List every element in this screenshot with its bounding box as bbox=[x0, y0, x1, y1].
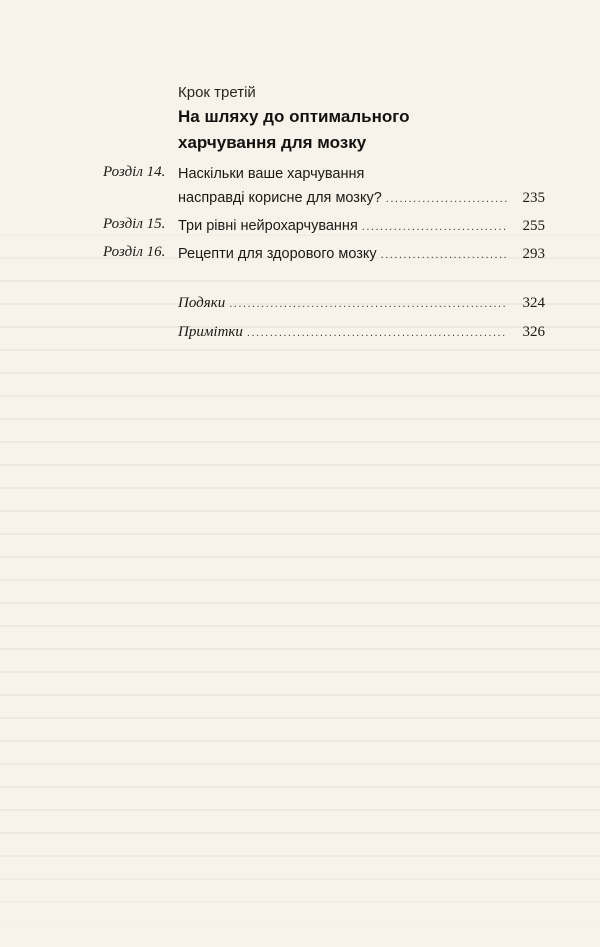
chapter-title: Рецепти для здорового мозку bbox=[178, 246, 377, 262]
dot-leader bbox=[381, 243, 507, 267]
chapter-title-line-2: насправді корисне для мозку? bbox=[178, 190, 382, 206]
dot-leader bbox=[247, 321, 507, 345]
page-number: 293 bbox=[522, 246, 545, 262]
page-number: 255 bbox=[522, 218, 545, 234]
chapter-label: Розділ 14. bbox=[103, 164, 166, 180]
chapter-title: Три рівні нейрохарчування bbox=[178, 218, 358, 234]
chapter-title-row bbox=[178, 214, 545, 239]
part-title-line-1: На шляху до оптимального bbox=[178, 107, 410, 126]
dot-leader bbox=[386, 187, 507, 211]
dot-leader bbox=[362, 215, 507, 239]
back-matter-title: Подяки bbox=[178, 295, 226, 311]
page-number: 324 bbox=[522, 295, 545, 311]
back-matter-row bbox=[178, 291, 545, 316]
chapter-label: Розділ 16. bbox=[103, 244, 166, 260]
part-title-line-2: харчування для мозку bbox=[178, 133, 367, 152]
back-matter-title: Примітки bbox=[178, 324, 243, 340]
chapter-title-line-2-row bbox=[178, 186, 545, 211]
page-number: 326 bbox=[522, 324, 545, 340]
page-number: 235 bbox=[522, 190, 545, 206]
chapter-label: Розділ 15. bbox=[103, 216, 166, 232]
back-matter-row bbox=[178, 320, 545, 345]
part-kicker: Крок третій bbox=[178, 84, 256, 101]
chapter-title-line-1: Наскільки ваше харчування bbox=[178, 166, 365, 182]
part-title bbox=[178, 104, 558, 156]
chapter-title-row bbox=[178, 242, 545, 267]
dot-leader bbox=[229, 292, 507, 316]
